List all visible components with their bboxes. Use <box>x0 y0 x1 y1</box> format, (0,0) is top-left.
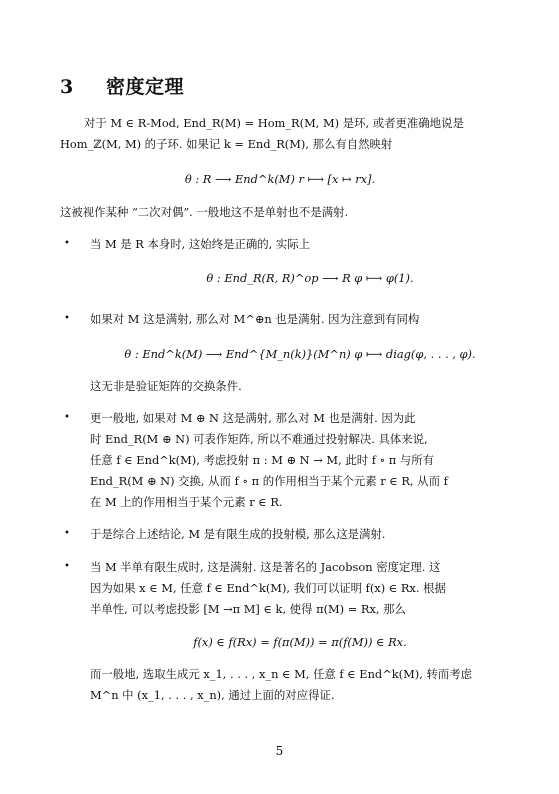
section-heading <box>60 72 184 99</box>
section-title: 密度定理 <box>105 76 184 98</box>
list-item-line: 时 End_R(M ⊕ N) 可表作矩阵, 所以不难通过投射解决. 具体来说, <box>90 432 428 446</box>
page-number: 5 <box>275 744 284 758</box>
list-item-line: 而一般地, 选取生成元 x_1, . . . , x_n ∈ M, 任意 f ∈ End^k(M), 转而考虑 <box>90 667 473 681</box>
list-item-line: 因为如果 x ∈ M, 任意 f ∈ End^k(M), 我们可以证明 f(x) ∈ Rx. 根据 <box>90 581 446 595</box>
bullet-marker: • <box>64 528 70 539</box>
list-item-line: 当 M 是 R 本身时, 这始终是正确的, 实际上 <box>90 237 311 251</box>
display-equation: θ : R ⟶ End^k(M) r ⟼ [x ↦ rx]. <box>184 172 376 186</box>
bullet-marker: • <box>64 412 70 423</box>
bullet-marker: • <box>64 313 70 324</box>
list-item-line: M^n 中 (x_1, . . . , x_n), 通过上面的对应得证. <box>90 688 335 702</box>
paragraph-line: 这被视作某种 “二次对偶”. 一般地这不是单射也不是满射. <box>60 205 349 219</box>
list-item-line: 当 M 半单有限生成时, 这是满射. 这是著名的 Jacobson 密度定理. 这 <box>90 560 441 574</box>
list-item-line: 任意 f ∈ End^k(M), 考虑投射 π : M ⊕ N → M, 此时 f ∘ π 与所有 <box>90 453 435 467</box>
list-item-line: 半单性, 可以考虑投影 [M →π M] ∈ k, 使得 π(M) = Rx, 那么 <box>90 602 406 616</box>
list-item-line: End_R(M ⊕ N) 交换, 从而 f ∘ π 的作用相当于某个元素 r ∈ R, 从而 f <box>90 474 448 488</box>
display-equation: θ : End^k(M) ⟶ End^{M_n(k)}(M^n) φ ⟼ diag(φ, . . . , φ). <box>124 347 476 361</box>
list-item-line: 如果对 M 这是满射, 那么对 M^⊕n 也是满射. 因为注意到有同构 <box>90 312 420 326</box>
list-item-line: 在 M 上的作用相当于某个元素 r ∈ R. <box>90 495 283 509</box>
bullet-marker: • <box>64 561 70 572</box>
list-item-line: 于是综合上述结论, M 是有限生成的投射模, 那么这是满射. <box>90 527 386 541</box>
bullet-marker: • <box>64 238 70 249</box>
paragraph-line: 对于 M ∈ R-Mod, End_R(M) = Hom_R(M, M) 是环, 或者更准确地说是 <box>84 116 464 130</box>
paragraph-line: Hom_ℤ(M, M) 的子环. 如果记 k = End_R(M), 那么有自然映射 <box>60 137 393 151</box>
list-item-line: 这无非是验证矩阵的交换条件. <box>90 379 242 393</box>
display-equation: θ : End_R(R, R)^op ⟶ R φ ⟼ φ(1). <box>206 271 414 285</box>
display-equation: f(x) ∈ f(Rx) = f(π(M)) = π(f(M)) ∈ Rx. <box>193 635 407 649</box>
section-number: 3 <box>60 76 74 98</box>
list-item-line: 更一般地, 如果对 M ⊕ N 这是满射, 那么对 M 也是满射. 因为此 <box>90 411 416 425</box>
